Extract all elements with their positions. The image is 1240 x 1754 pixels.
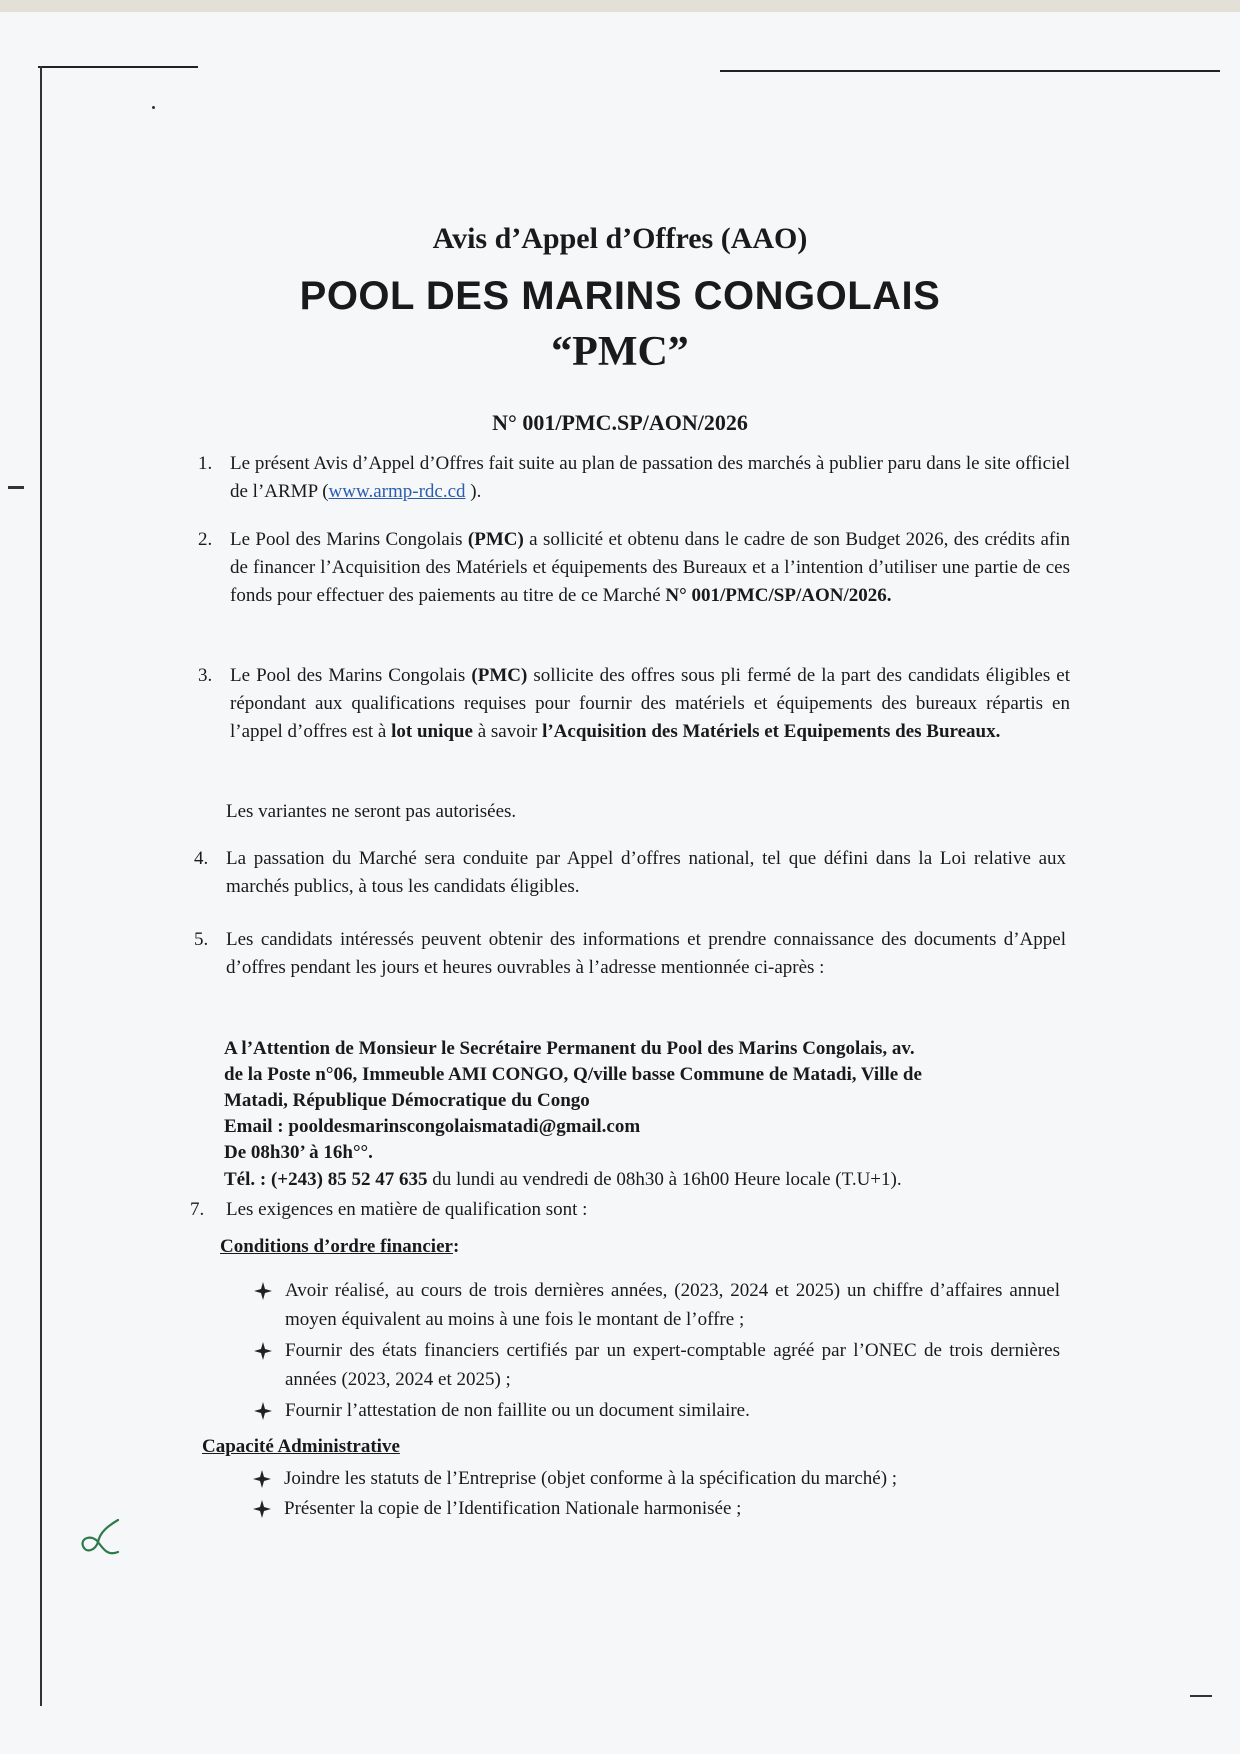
handwritten-initial-mark bbox=[78, 1512, 128, 1562]
scan-top-shade bbox=[0, 0, 1240, 12]
scan-speck bbox=[152, 106, 155, 109]
item-5-text: Les candidats intéressés peuvent obtenir des informations et prendre connaissance des documents d’Appel d’offres pendant les jours et heures ouvrables à l’adresse mentionnée ci-après : bbox=[226, 929, 1066, 978]
item-number: 1. bbox=[198, 453, 213, 474]
contact-phone: Tél. : (+243) 85 52 47 635 du lundi au vendredi de 08h30 à 16h00 Heure locale (T.U+1). bbox=[224, 1169, 902, 1190]
diamond-bullet-icon bbox=[253, 1341, 273, 1361]
contact-email: Email : pooldesmarinscongolaismatadi@gmail.com bbox=[224, 1116, 641, 1137]
diamond-bullet-icon bbox=[253, 1281, 273, 1301]
diamond-bullet-icon bbox=[253, 1401, 273, 1421]
office-hours: De 08h30’ à 16h°°. bbox=[224, 1142, 373, 1163]
notice-reference: N° 001/PMC.SP/AON/2026 bbox=[492, 410, 748, 435]
item-number: 7. bbox=[190, 1199, 205, 1220]
item-1-text: Le présent Avis d’Appel d’Offres fait suite au plan de passation des marchés à publier paru dans le site officiel de l’ARMP (www.armp-rdc.cd ). bbox=[230, 453, 1070, 502]
item-4-text: La passation du Marché sera conduite par Appel d’offres national, tel que défini dans la Loi relative aux marchés publics, à tous les candidats éligibles. bbox=[226, 848, 1066, 897]
frame-top-right-rule bbox=[720, 70, 1220, 72]
variants-note: Les variantes ne seront pas autorisées. bbox=[226, 801, 517, 822]
frame-top-left-rule bbox=[38, 66, 198, 68]
armp-link[interactable]: www.armp-rdc.cd bbox=[328, 481, 466, 502]
list-item: Joindre les statuts de l’Entreprise (objet conforme à la spécification du marché) ; bbox=[0, 1464, 1240, 1494]
item-2-text: Le Pool des Marins Congolais (PMC) a sollicité et obtenu dans le cadre de son Budget 2026, des crédits afin de financer l’Acquisition des Matériels et équipements des Bureaux et a l’intention d’utiliser une partie de ces fonds pour effectuer des paiements au titre de ce Marché N° 001/PMC/SP/AON/2026. bbox=[230, 529, 1070, 606]
financial-conditions-heading: Conditions d’ordre financier: bbox=[220, 1236, 460, 1257]
list-item: Fournir l’attestation de non faillite ou un document similaire. bbox=[0, 1396, 1240, 1426]
item-number: 4. bbox=[194, 848, 209, 869]
item-number: 2. bbox=[198, 529, 213, 550]
item-number: 5. bbox=[194, 929, 209, 950]
item-3-text: Le Pool des Marins Congolais (PMC) sollicite des offres sous pli fermé de la part des candidats éligibles et répondant aux qualifications requises pour fournir des matériels et équipements des bureaux répartis en l’appel d’offres est à lot unique à savoir l’Acquisition des Matériels et Equipements des Bureaux. bbox=[230, 665, 1070, 742]
administrative-capacity-heading: Capacité Administrative bbox=[202, 1436, 400, 1457]
diamond-bullet-icon bbox=[252, 1469, 272, 1489]
organization-acronym: “PMC” bbox=[551, 329, 689, 375]
margin-mark bbox=[8, 486, 24, 489]
diamond-bullet-icon bbox=[252, 1499, 272, 1519]
list-item: Avoir réalisé, au cours de trois dernières années, (2023, 2024 et 2025) un chiffre d’affaires annuel moyen équivalent au moins à une fois le montant de l’offre ; bbox=[0, 1276, 1240, 1336]
item-7-text: Les exigences en matière de qualification sont : bbox=[226, 1199, 588, 1220]
contact-address: A l’Attention de Monsieur le Secrétaire Permanent du Pool des Marins Congolais, av. de la Poste n°06, Immeuble AMI CONGO, Q/ville basse Commune de Matadi, Ville de Matadi, République Démocratique du Congo Email : pooldesmarinscongolaismatadi@gmail.com De 08h30’ à 16h°°. bbox=[224, 1036, 1074, 1166]
list-item: Présenter la copie de l’Identification Nationale harmonisée ; bbox=[0, 1494, 1240, 1524]
margin-mark bbox=[1190, 1695, 1212, 1697]
list-item: Fournir des états financiers certifiés par un expert-comptable agréé par l’ONEC de trois dernières années (2023, 2024 et 2025) ; bbox=[0, 1336, 1240, 1396]
notice-title: Avis d’Appel d’Offres (AAO) bbox=[432, 222, 808, 255]
organization-name: POOL DES MARINS CONGOLAIS bbox=[299, 274, 941, 318]
item-number: 3. bbox=[198, 665, 213, 686]
